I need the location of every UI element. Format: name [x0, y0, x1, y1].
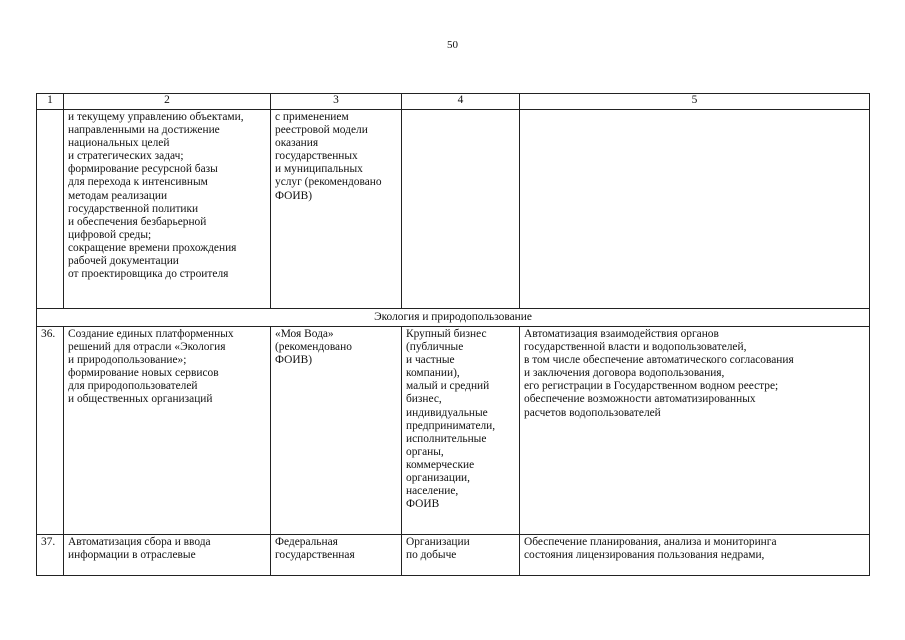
column-header-4: 4 [402, 94, 520, 110]
column-header-1: 1 [37, 94, 64, 110]
description-cell: Создание единых платформенных решений для отрасли «Экология и природопользование»; формирование новых сервисов для природопользователей и общественных организаций [64, 327, 271, 535]
row-number-cell: 37. [37, 535, 64, 576]
table-row-continuation [37, 110, 870, 309]
users-cell: Крупный бизнес (публичные и частные компании), малый и средний бизнес, индивидуальные предприниматели, исполнительные органы, коммерческие организации, население, ФОИВ [402, 327, 520, 535]
column-header-2: 2 [64, 94, 271, 110]
users-cell: Организации по добыче [402, 535, 520, 576]
row-number-cell: 36. [37, 327, 64, 535]
document-table [36, 93, 870, 576]
row-number-cell [37, 110, 64, 309]
table-row-37 [37, 535, 870, 576]
page-number: 50 [447, 39, 458, 51]
users-cell [402, 110, 520, 309]
table-row-36 [37, 327, 870, 535]
service-cell: «Моя Вода» (рекомендовано ФОИВ) [271, 327, 402, 535]
result-cell: Автоматизация взаимодействия органов государственной власти и водопользователей, в том числе обеспечение автоматического согласования и заключения договора водопользования, его регистрации в Государственном водном реестре; обеспечение возможности автоматизированных расчетов водопользователей [520, 327, 870, 535]
service-cell: с применением реестровой модели оказания государственных и муниципальных услуг (рекомендовано ФОИВ) [271, 110, 402, 309]
column-header-5: 5 [520, 94, 870, 110]
section-row [37, 309, 870, 327]
description-cell: и текущему управлению объектами, направленными на достижение национальных целей и стратегических задач; формирование ресурсной базы для перехода к интенсивным методам реализации государственной политики и обеспечения безбарьерной цифровой среды; сокращение времени прохождения рабочей документации от проектировщика до строителя [64, 110, 271, 309]
result-cell [520, 110, 870, 309]
description-cell: Автоматизация сбора и ввода информации в отраслевые [64, 535, 271, 576]
table-header-row [37, 94, 870, 110]
result-cell: Обеспечение планирования, анализа и мониторинга состояния лицензирования пользования недрами, [520, 535, 870, 576]
column-header-3: 3 [271, 94, 402, 110]
service-cell: Федеральная государственная [271, 535, 402, 576]
section-title: Экология и природопользование [37, 309, 870, 327]
